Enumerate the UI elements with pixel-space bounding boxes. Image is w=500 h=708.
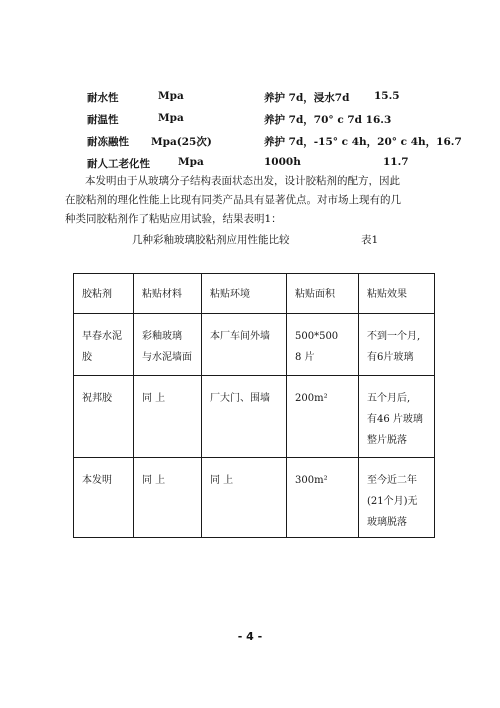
cell-adhesive: 本发明 xyxy=(74,458,134,538)
cell-effect: 至今近二年 (21个月)无 玻璃脱落 xyxy=(359,458,435,538)
cell-area: 300m² xyxy=(287,458,359,538)
property-name: 耐冻融性 xyxy=(87,136,129,148)
header-material: 粘贴材料 xyxy=(134,274,202,314)
property-unit: Mpa xyxy=(158,90,184,102)
comparison-table xyxy=(73,273,435,538)
cell-effect: 不到一个月, 有6片玻璃 xyxy=(359,314,435,376)
cell-environment: 本厂车间外墙 xyxy=(202,314,287,376)
header-effect: 粘贴效果 xyxy=(359,274,435,314)
property-unit: Mpa(25次) xyxy=(151,136,212,148)
cell-material: 同 上 xyxy=(134,376,202,458)
cell-area: 500*500 8 片 xyxy=(287,314,359,376)
paragraph-line: 在胶粘剂的理化性能上比现有同类产品具有显著优点。对市场上现有的几 xyxy=(65,194,401,206)
property-name: 耐人工老化性 xyxy=(87,158,150,170)
cell-area: 200m² xyxy=(287,376,359,458)
cell-environment: 同 上 xyxy=(202,458,287,538)
table-row xyxy=(74,458,435,538)
table-title: 几种彩釉玻璃胶粘剂应用性能比较 xyxy=(132,234,290,246)
property-unit: Mpa xyxy=(158,112,184,124)
property-name: 耐水性 xyxy=(87,92,119,104)
cell-adhesive: 早春水泥胶 xyxy=(74,314,134,376)
cell-material: 同 上 xyxy=(134,458,202,538)
table-row xyxy=(74,376,435,458)
property-value: 15.5 xyxy=(374,90,400,102)
property-unit: Mpa xyxy=(178,156,204,168)
property-value: 11.7 xyxy=(383,156,409,168)
property-condition: 1000h xyxy=(264,156,301,168)
cell-effect: 五个月后, 有46 片玻璃 整片脱落 xyxy=(359,376,435,458)
cell-environment: 厂大门、围墙 xyxy=(202,376,287,458)
table-header-row xyxy=(74,274,435,314)
header-adhesive: 胶粘剂 xyxy=(74,274,134,314)
property-condition: 养护 7d，-15° c 4h，20° c 4h，16.7 xyxy=(264,136,462,148)
paragraph-line: 种类同胶粘剂作了粘贴应用试验，结果表明1： xyxy=(65,213,282,225)
header-environment: 粘贴环境 xyxy=(202,274,287,314)
page-number: - 4 - xyxy=(237,630,263,643)
property-condition: 养护 7d，浸水7d xyxy=(264,92,350,104)
property-name: 耐温性 xyxy=(87,114,119,126)
body-paragraph xyxy=(65,172,445,229)
table-row xyxy=(74,314,435,376)
cell-adhesive: 祝邦胶 xyxy=(74,376,134,458)
cell-material: 彩釉玻璃 与水泥墙面 xyxy=(134,314,202,376)
header-area: 粘贴面积 xyxy=(287,274,359,314)
paragraph-line: 本发明由于从玻璃分子结构表面状态出发，设计胶粘剂的配方，因此 xyxy=(85,175,400,187)
property-condition: 养护 7d，70° c 7d 16.3 xyxy=(264,114,392,126)
table-label: 表1 xyxy=(361,234,379,246)
